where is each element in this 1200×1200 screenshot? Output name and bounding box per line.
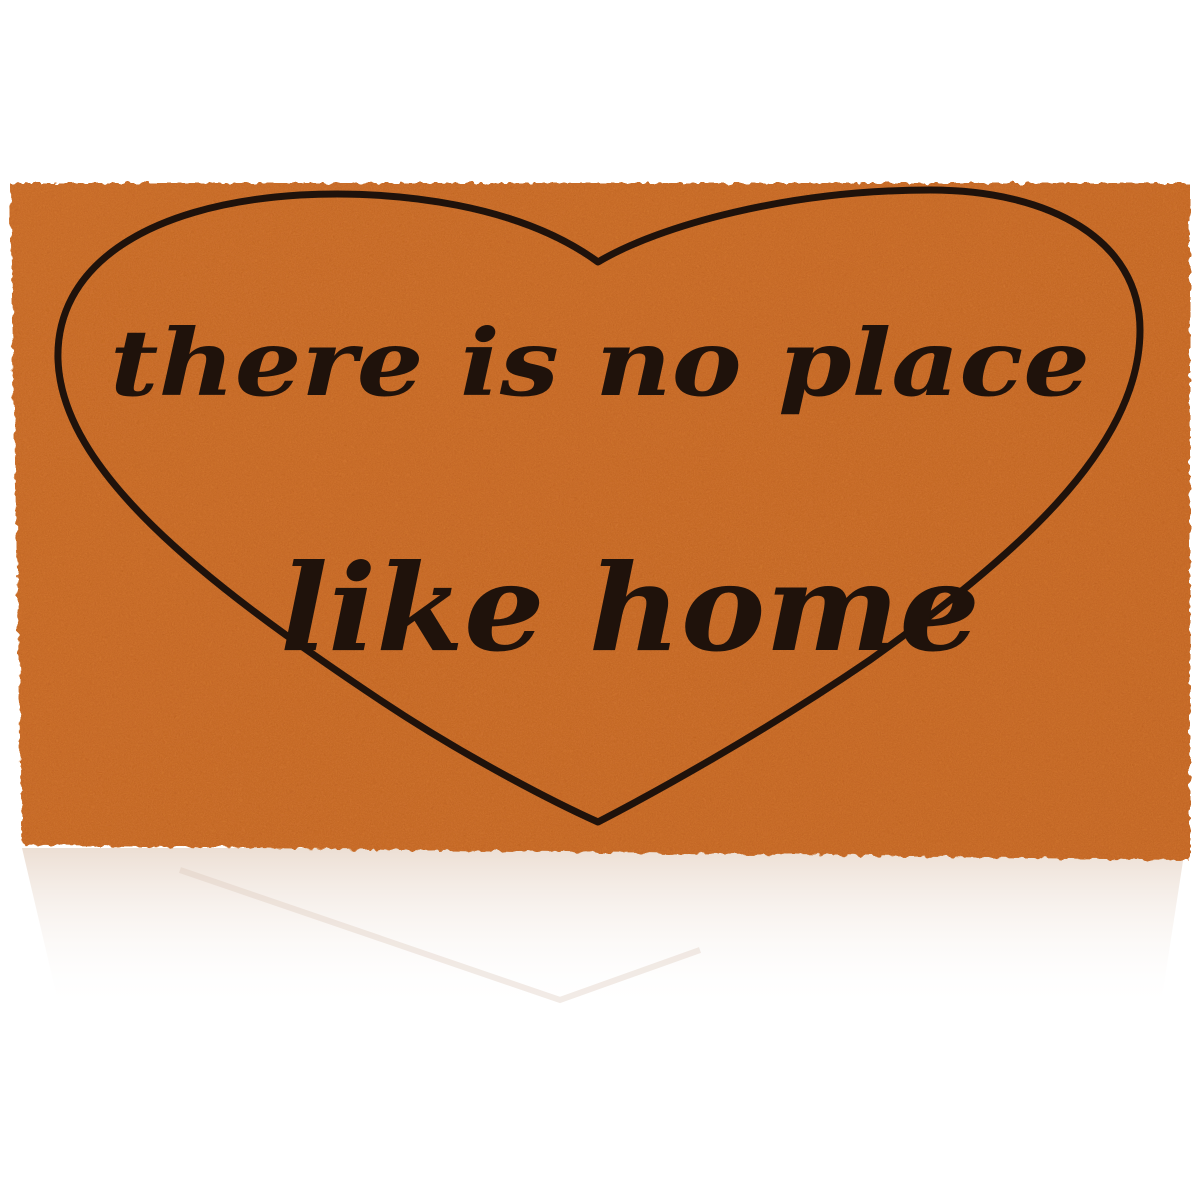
floor-reflection [22, 848, 1185, 1010]
mat-text-line2: like home [280, 538, 980, 679]
mat-text-line1: there is no place [110, 309, 1090, 417]
doormat-texture [10, 183, 1190, 860]
